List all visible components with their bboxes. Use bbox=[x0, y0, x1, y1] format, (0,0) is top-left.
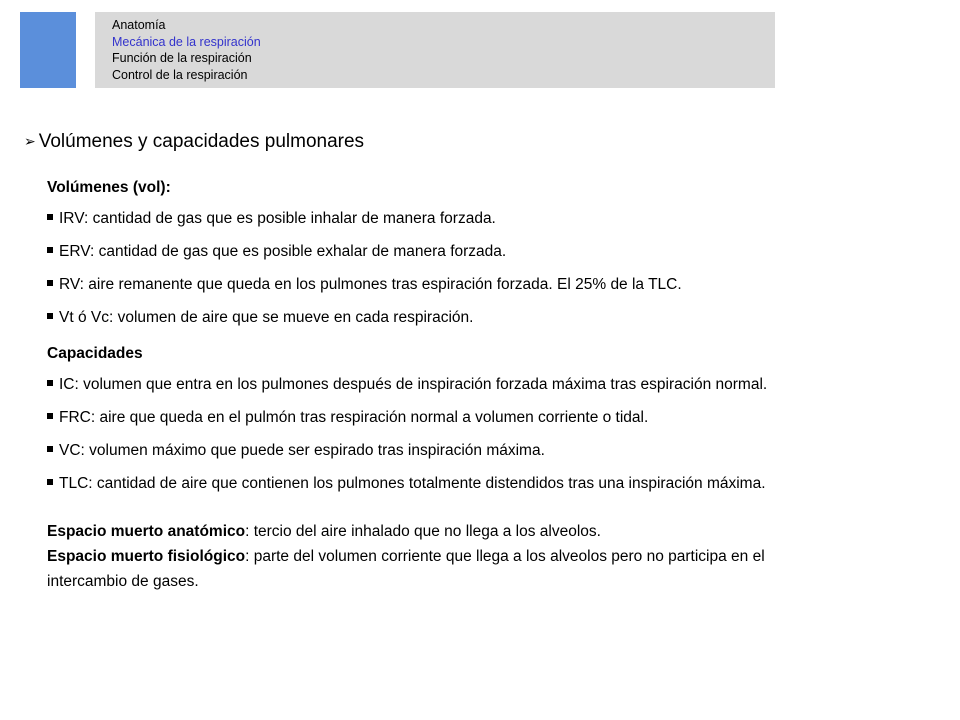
section-title-text: Volúmenes y capacidades pulmonares bbox=[38, 131, 365, 152]
topic-navigation bbox=[95, 12, 775, 88]
capacidades-list bbox=[47, 375, 927, 494]
note-anatomico bbox=[47, 519, 927, 544]
volumenes-heading: Volúmenes (vol): bbox=[47, 179, 171, 196]
list-item-text: IRV: cantidad de gas que es posible inhalar de manera forzada. bbox=[59, 210, 496, 227]
list-item bbox=[47, 242, 927, 262]
list-item bbox=[47, 275, 927, 295]
nav-item-anatomia[interactable]: Anatomía bbox=[112, 18, 166, 32]
square-bullet-icon bbox=[47, 413, 53, 419]
square-bullet-icon bbox=[47, 479, 53, 485]
list-item bbox=[47, 209, 927, 229]
capacidades-heading: Capacidades bbox=[47, 345, 143, 362]
list-item-text: Vt ó Vc: volumen de aire que se mueve en cada respiración. bbox=[59, 309, 474, 326]
dead-space-notes bbox=[47, 519, 927, 594]
square-bullet-icon bbox=[47, 214, 53, 220]
nav-item-mecanica[interactable]: Mecánica de la respiración bbox=[112, 34, 261, 49]
list-item-text: FRC: aire que queda en el pulmón tras respiración normal a volumen corriente o tidal. bbox=[59, 409, 649, 426]
list-item-text: ERV: cantidad de gas que es posible exhalar de manera forzada. bbox=[59, 243, 507, 260]
list-item-text: RV: aire remanente que queda en los pulmones tras espiración forzada. El 25% de la TLC. bbox=[59, 276, 682, 293]
nav-item-funcion[interactable]: Función de la respiración bbox=[112, 51, 252, 65]
volumenes-list bbox=[47, 209, 927, 328]
note-fisiologico-cont: intercambio de gases. bbox=[47, 573, 199, 590]
list-item bbox=[47, 408, 927, 428]
logo-block bbox=[20, 12, 76, 88]
note-text: : parte del volumen corriente que llega a los alveolos pero no participa en el bbox=[245, 548, 765, 565]
nav-item-control[interactable]: Control de la respiración bbox=[112, 67, 248, 82]
list-item-text: VC: volumen máximo que puede ser espirado tras inspiración máxima. bbox=[59, 442, 545, 459]
slide-content bbox=[47, 178, 927, 594]
list-item bbox=[47, 474, 927, 494]
square-bullet-icon bbox=[47, 280, 53, 286]
square-bullet-icon bbox=[47, 446, 53, 452]
list-item-text: TLC: cantidad de aire que contienen los pulmones totalmente distendidos tras una inspiración máxima. bbox=[59, 475, 766, 492]
square-bullet-icon bbox=[47, 247, 53, 253]
square-bullet-icon bbox=[47, 380, 53, 386]
list-item bbox=[47, 308, 927, 328]
square-bullet-icon bbox=[47, 313, 53, 319]
note-term: Espacio muerto fisiológico bbox=[47, 548, 246, 565]
note-fisiologico bbox=[47, 544, 927, 569]
list-item bbox=[47, 375, 927, 395]
list-item-text: IC: volumen que entra en los pulmones después de inspiración forzada máxima tras espiración normal. bbox=[59, 376, 768, 393]
note-term: Espacio muerto anatómico bbox=[47, 523, 246, 540]
note-text: : tercio del aire inhalado que no llega a los alveolos. bbox=[245, 523, 601, 540]
section-title bbox=[24, 131, 364, 153]
arrow-bullet-icon: ➢ bbox=[24, 133, 36, 149]
list-item bbox=[47, 441, 927, 461]
